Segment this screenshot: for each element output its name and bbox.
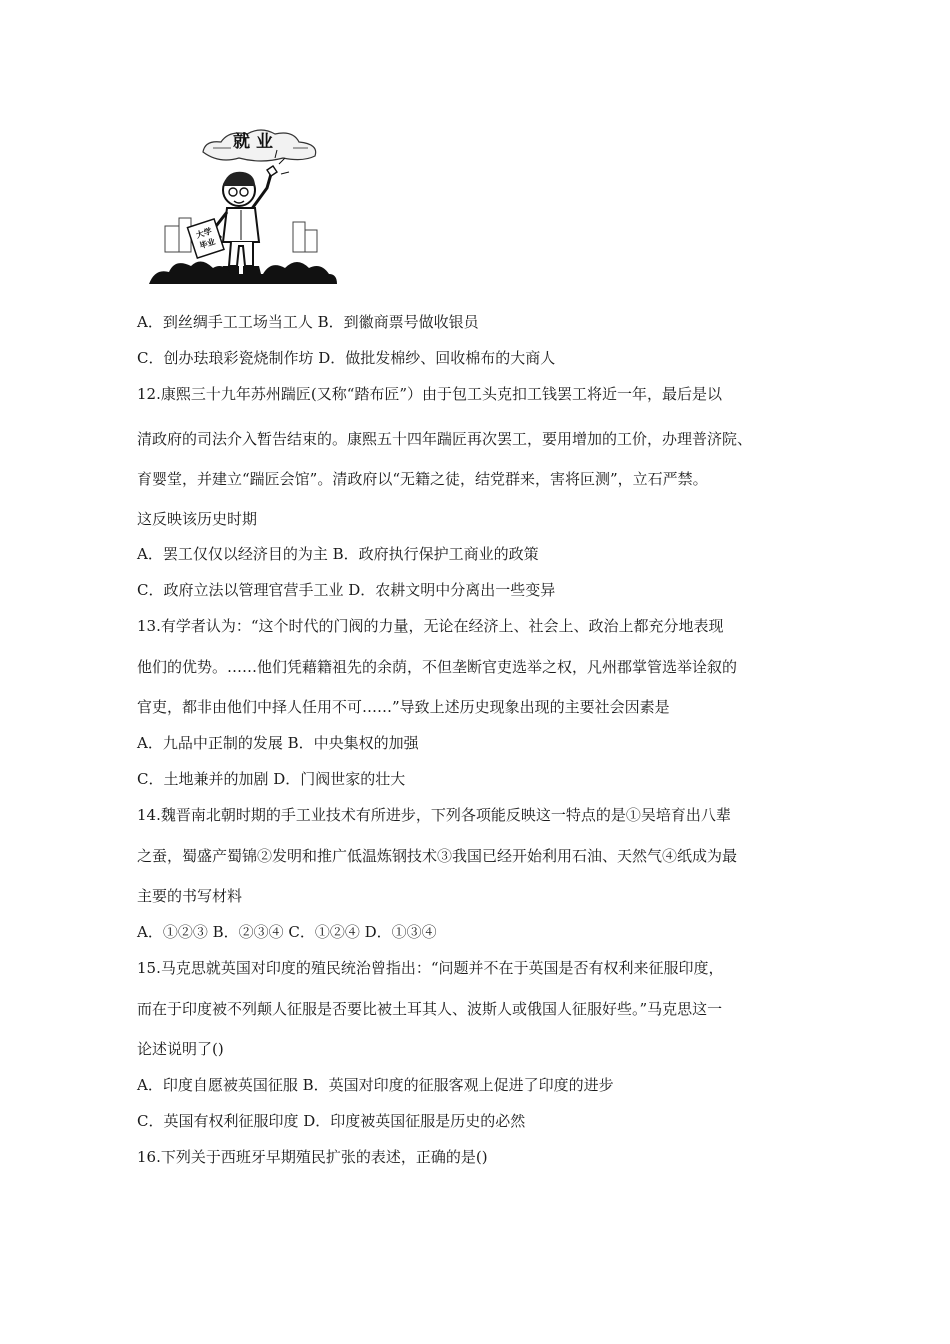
q14-stem-line-3: 主要的书写材料 — [137, 887, 243, 905]
cartoon-caption: 就业 — [233, 132, 279, 152]
q13-option-cd: C．土地兼并的加剧 D．门阀世家的壮大 — [137, 770, 406, 788]
q11-option-cd: C．创办珐琅彩瓷烧制作坊 D．做批发棉纱、回收棉布的大商人 — [137, 349, 556, 367]
q12-stem-line-3: 育婴堂，并建立“踹匠会馆”。清政府以“无籍之徒，结党群来，害将叵测”，立石严禁。 — [137, 470, 708, 488]
q14-stem-line-1: 14.魏晋南北朝时期的手工业技术有所进步，下列各项能反映这一特点的是①吴培育出八辈 — [137, 806, 731, 824]
q12-stem-line-1: 12.康熙三十九年苏州踹匠(又称“踏布匠”）由于包工头克扣工钱罢工将近一年，最后是以 — [137, 385, 723, 403]
q12-stem-line-2: 清政府的司法介入暂告结束的。康熙五十四年踹匠再次罢工，要用增加的工价，办理普济院、 — [137, 430, 753, 448]
q15-stem-line-2: 而在于印度被不列颠人征服是否要比被土耳其人、波斯人或俄国人征服好些。”马克思这一 — [137, 1000, 723, 1018]
q15-stem-line-1: 15.马克思就英国对印度的殖民统治曾指出：“问题并不在于英国是否有权利来征服印度， — [137, 959, 724, 977]
q14-options: A．①②③ B．②③④ C．①②④ D．①③④ — [137, 923, 437, 941]
q12-option-cd: C．政府立法以管理官营手工业 D．农耕文明中分离出一些变异 — [137, 581, 556, 599]
q11-option-ab: A．到丝绸手工工场当工人 B．到徽商票号做收银员 — [137, 313, 479, 331]
q13-stem-line-1: 13.有学者认为：“这个时代的门阀的力量，无论在经济上、社会上、政治上都充分地表现 — [137, 617, 724, 635]
q15-option-cd: C．英国有权利征服印度 D．印度被英国征服是历史的必然 — [137, 1112, 526, 1130]
employment-cartoon — [143, 118, 339, 288]
q12-stem-line-4: 这反映该历史时期 — [137, 510, 258, 528]
q15-option-ab: A．印度自愿被英国征服 B．英国对印度的征服客观上促进了印度的进步 — [137, 1076, 614, 1094]
q13-stem-line-3: 官吏，都非由他们中择人任用不可……”导致上述历史现象出现的主要社会因素是 — [137, 698, 670, 716]
q13-option-ab: A．九品中正制的发展 B．中央集权的加强 — [137, 734, 419, 752]
q16-stem-line-1: 16.下列关于西班牙早期殖民扩张的表述，正确的是() — [137, 1148, 488, 1166]
q12-option-ab: A．罢工仅仅以经济目的为主 B．政府执行保护工商业的政策 — [137, 545, 539, 563]
q15-stem-line-3: 论述说明了() — [137, 1040, 224, 1058]
svg-text:大学: 大学 — [195, 226, 214, 241]
svg-text:毕业: 毕业 — [198, 236, 217, 251]
q14-stem-line-2: 之蚕，蜀盛产蜀锦②发明和推广低温炼钢技术③我国已经开始利用石油、天然气④纸成为最 — [137, 847, 738, 865]
q13-stem-line-2: 他们的优势。……他们凭藉籍祖先的余荫，不但垄断官吏选举之权，凡州郡掌管选举诠叙的 — [137, 658, 738, 676]
